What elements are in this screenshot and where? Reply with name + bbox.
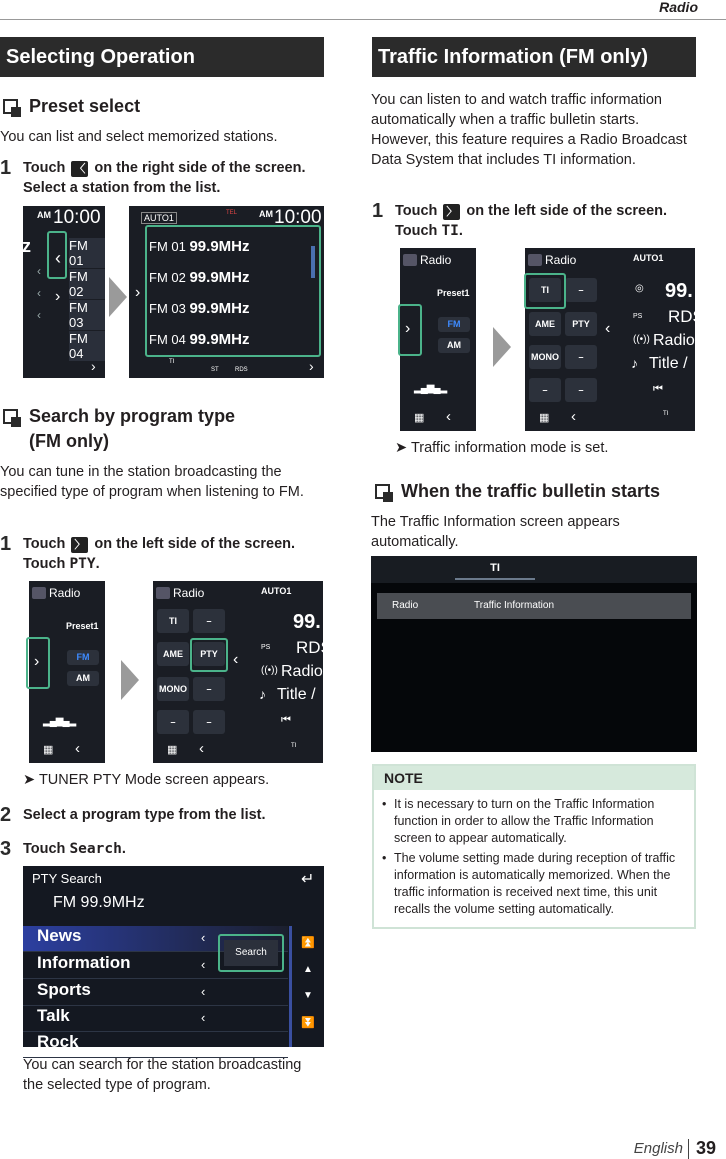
highlight-box <box>47 231 67 279</box>
blank-button[interactable]: – <box>565 345 597 369</box>
section-title-traffic: Traffic Information (FM only) <box>372 37 696 77</box>
step-number: 2 <box>0 804 12 826</box>
am-label: AM <box>259 209 273 219</box>
step-number: 1 <box>372 200 384 222</box>
step-number: 3 <box>0 838 12 860</box>
pty-button[interactable]: PTY <box>193 642 225 666</box>
rds-label: RDS <box>668 307 704 326</box>
radio-icon <box>403 254 417 266</box>
chevron-left-icon: ‹ <box>201 957 206 972</box>
pty-result <box>23 770 269 790</box>
frequency-display: 99. <box>665 280 693 302</box>
screen-title: Radio <box>173 586 205 600</box>
frequency-display: FM 99.9MHz <box>53 894 145 911</box>
traffic-screen-right <box>525 248 704 431</box>
page-bottom-icon[interactable]: ⏬ <box>301 1017 315 1029</box>
preset-screen-left <box>23 206 105 378</box>
result-arrow-icon: ➤ <box>395 440 408 456</box>
preset-freq: 99.9MHz <box>189 269 250 286</box>
pty-heading-line2: (FM only) <box>29 431 109 451</box>
blank-button[interactable]: – <box>193 609 225 633</box>
equalizer-icon: ▂▄▆▄▂ <box>43 716 76 727</box>
st-label: ST <box>211 367 219 373</box>
ti-button[interactable]: TI <box>529 278 561 302</box>
music-note-icon: ♪ <box>259 686 266 702</box>
preset-heading <box>3 96 140 117</box>
traffic-info-screen <box>371 556 697 752</box>
pty-label: Rock <box>37 1032 79 1051</box>
am-button[interactable]: AM <box>438 338 470 353</box>
radio-icon <box>528 254 542 266</box>
traffic-info-label: Traffic Information <box>474 600 555 611</box>
page-up-icon[interactable]: ▲ <box>303 964 313 975</box>
chevron-left-icon: ‹ <box>201 930 206 945</box>
chevron-left-icon[interactable]: ‹ <box>37 308 41 322</box>
fm-button[interactable]: FM <box>438 317 470 332</box>
auto-badge: AUTO1 <box>633 253 664 263</box>
page-number: 39 <box>695 1138 716 1158</box>
bulletin-heading <box>375 481 660 502</box>
chevron-left-icon[interactable]: ‹ <box>233 651 239 668</box>
auto-badge: AUTO1 <box>261 586 292 596</box>
step-text: Touch <box>395 223 438 239</box>
preset-label: FM 01 <box>149 239 186 254</box>
note-title: NOTE <box>374 766 694 790</box>
pty-label: News <box>37 926 82 945</box>
grid-menu-icon[interactable]: ▦ <box>167 744 178 756</box>
music-note-icon: ♪ <box>631 355 638 371</box>
highlight-box <box>190 638 228 672</box>
blank-button[interactable]: – <box>529 378 561 402</box>
search-button[interactable]: Search <box>224 940 278 966</box>
pty-search-screen <box>23 866 324 1051</box>
screen-title: Radio <box>420 253 452 267</box>
pty-screen-right <box>153 581 332 763</box>
grid-menu-icon[interactable]: ▦ <box>43 744 54 756</box>
pty-label: Talk <box>37 1006 70 1025</box>
preset-row[interactable] <box>149 300 250 317</box>
chevron-left-icon[interactable]: ‹ <box>37 264 41 278</box>
chevron-right-icon: 〉 <box>443 204 460 220</box>
step-text: on the left side of the screen. <box>466 203 668 219</box>
ti-label: TI <box>169 359 175 365</box>
section-marker-icon <box>3 99 18 114</box>
pty-step3: 3 Touch Search. <box>0 838 126 860</box>
preset-item[interactable]: FM 01 <box>69 238 105 268</box>
arrow-icon <box>121 660 139 700</box>
preset-item[interactable]: FM 04 <box>69 331 105 361</box>
preset-label: FM 04 <box>149 332 186 347</box>
traffic-screen-left <box>400 248 476 431</box>
preset-row[interactable] <box>149 269 250 286</box>
pty-step2 <box>0 805 266 825</box>
chevron-left-icon[interactable]: ‹ <box>199 740 204 757</box>
result-arrow-icon: ➤ <box>23 772 36 788</box>
list-item[interactable] <box>23 980 288 1006</box>
pty-step1: 1 Touch 〉 on the left side of the screen. Touch PTY. <box>0 533 296 572</box>
chevron-right-icon[interactable]: › <box>405 320 411 337</box>
preset-label: Preset1 <box>66 621 99 631</box>
result-text: Traffic information mode is set. <box>410 440 609 456</box>
result-text: TUNER PTY Mode screen appears. <box>38 772 270 788</box>
preset-screen-right <box>129 206 324 378</box>
header-rule <box>0 19 726 20</box>
seek-icon: ◎ <box>635 283 644 294</box>
skip-back-icon[interactable]: ⏮ <box>653 383 663 395</box>
radio-text-label: Radio <box>281 663 323 680</box>
note-item: • The volume setting made during reception of traffic information is automatically memorized. When the traffic information is received next time, this unit recalls the volume setting automatically. <box>374 850 686 918</box>
chevron-left-icon[interactable]: ‹ <box>75 740 80 757</box>
pty-intro: You can tune in the station broadcasting the specified type of program when listening to FM. <box>0 464 304 500</box>
preset-intro: You can list and select memorized stations. <box>0 129 278 145</box>
step-number: 1 <box>0 157 12 179</box>
chevron-left-icon[interactable]: ‹ <box>55 248 61 268</box>
preset-label: Preset1 <box>437 288 470 298</box>
preset-row[interactable] <box>149 238 250 255</box>
preset-freq: 99.9MHz <box>189 238 250 255</box>
pty-heading <box>3 406 235 455</box>
bulletin-heading-text: When the traffic bulletin starts <box>401 481 661 501</box>
grid-menu-icon[interactable]: ▦ <box>414 412 425 424</box>
highlight-box <box>524 273 566 309</box>
arrow-icon <box>493 327 511 367</box>
pty-screen-left <box>29 581 105 763</box>
tel-label: TEL <box>226 210 238 216</box>
equalizer-icon: ▂▄▆▄▂ <box>414 383 447 394</box>
blank-button[interactable]: – <box>157 710 189 734</box>
pty-label: Information <box>37 953 131 972</box>
chevron-right-icon: 〉 <box>71 537 88 553</box>
fm-button[interactable]: FM <box>67 650 99 665</box>
step-text: on the right side of the screen. <box>94 160 306 176</box>
chevron-left-icon[interactable]: ‹ <box>37 286 41 300</box>
chevron-left-icon: 〈 <box>71 161 88 177</box>
pty-outro: You can search for the station broadcasting the selected type of program. <box>23 1057 302 1093</box>
bulletin-intro: The Traffic Information screen appears automatically. <box>371 514 620 550</box>
antenna-icon: ((•)) <box>261 665 278 676</box>
chevron-right-icon[interactable]: › <box>91 358 96 374</box>
preset-step1 <box>0 158 325 198</box>
footer-language: English <box>633 1140 683 1157</box>
note-item: • It is necessary to turn on the Traffic Information function in order to allow the Traffic Information screen to appear automatically. <box>374 796 686 847</box>
chevron-left-icon[interactable]: ‹ <box>446 408 451 425</box>
screen-title: PTY Search <box>32 871 102 886</box>
preset-item[interactable]: FM 02 <box>69 269 105 299</box>
ame-button[interactable]: AME <box>529 312 561 336</box>
preset-row[interactable] <box>149 331 250 348</box>
pty-heading-line1: Search by program type <box>29 406 236 426</box>
search-key: Search <box>69 841 122 857</box>
step-text: Select a station from the list. <box>23 180 221 196</box>
preset-label: FM 03 <box>149 301 186 316</box>
pty-label: Sports <box>37 980 91 999</box>
ti-tab[interactable]: TI <box>455 556 535 580</box>
antenna-icon: ((•)) <box>633 334 650 345</box>
arrow-icon <box>109 277 127 317</box>
traffic-row[interactable] <box>377 593 691 619</box>
clock: 10:00 <box>53 207 101 228</box>
rds-label: RDS <box>296 638 332 657</box>
blank-button[interactable]: – <box>565 278 597 302</box>
traffic-step1: 1 Touch 〉 on the left side of the screen. Touch TI. <box>372 200 668 239</box>
mono-button[interactable]: MONO <box>529 345 561 369</box>
title-label: Title / <box>277 686 316 703</box>
blank-button[interactable]: – <box>565 378 597 402</box>
list-item[interactable] <box>23 1006 288 1032</box>
radio-icon <box>156 587 170 599</box>
footer <box>634 1138 716 1159</box>
preset-item[interactable]: FM 03 <box>69 300 105 330</box>
section-marker-icon <box>3 409 18 424</box>
section-marker-icon <box>375 484 390 499</box>
step-text: Touch <box>23 160 66 176</box>
scrollbar[interactable] <box>289 926 292 1047</box>
am-label: AM <box>37 210 51 220</box>
partial-text: z <box>22 236 31 256</box>
step-text: Select a program type from the list. <box>23 807 266 823</box>
chevron-left-icon: ‹ <box>201 984 206 999</box>
step-text: Touch <box>395 203 438 219</box>
title-label: Title / <box>649 355 688 372</box>
chevron-right-icon[interactable]: › <box>55 288 61 305</box>
rds-label: RDS <box>235 367 248 373</box>
auto-badge: AUTO1 <box>141 212 177 224</box>
pty-button[interactable]: PTY <box>565 312 597 336</box>
step-number: 1 <box>0 533 12 555</box>
chevron-right-icon[interactable]: › <box>309 358 314 374</box>
step-text: Touch <box>23 536 66 552</box>
skip-back-icon[interactable]: ⏮ <box>281 714 291 726</box>
screen-title: Radio <box>49 586 81 600</box>
frequency-display: 99. <box>293 611 321 633</box>
chevron-left-icon: ‹ <box>201 1010 206 1025</box>
step-text: Touch <box>23 841 66 857</box>
clock: 10:00 <box>274 207 322 228</box>
ti-indicator: TI <box>663 411 669 417</box>
preset-freq: 99.9MHz <box>189 331 250 348</box>
ame-button[interactable]: AME <box>157 642 189 666</box>
radio-text-label: Radio <box>653 332 695 349</box>
note-box <box>372 764 696 929</box>
chevron-right-icon[interactable]: › <box>34 653 40 670</box>
ti-indicator: TI <box>291 743 297 749</box>
ti-button[interactable]: TI <box>157 609 189 633</box>
chevron-left-icon[interactable]: ‹ <box>605 320 611 337</box>
scrollbar[interactable] <box>311 246 315 278</box>
mono-button[interactable]: MONO <box>157 677 189 701</box>
section-title-selecting: Selecting Operation <box>0 37 324 77</box>
radio-icon <box>32 587 46 599</box>
screen-title: Radio <box>545 253 577 267</box>
preset-freq: 99.9MHz <box>189 300 250 317</box>
page-down-icon[interactable]: ▼ <box>303 990 313 1001</box>
traffic-intro: You can listen to and watch traffic information automatically when a traffic bulletin starts. However, this feature requires a Radio Broadcast Data System that includes TI information. <box>371 92 687 168</box>
pty-key: PTY <box>69 556 96 572</box>
preset-heading-text: Preset select <box>29 96 141 116</box>
blank-button[interactable]: – <box>193 710 225 734</box>
preset-label: FM 02 <box>149 270 186 285</box>
blank-button[interactable]: – <box>193 677 225 701</box>
grid-menu-icon[interactable]: ▦ <box>539 412 550 424</box>
running-header: Radio <box>659 0 698 15</box>
chevron-right-icon[interactable]: › <box>135 284 141 301</box>
chevron-left-icon[interactable]: ‹ <box>571 408 576 425</box>
step-text: Touch <box>23 556 66 572</box>
step-text: on the left side of the screen. <box>94 536 296 552</box>
radio-label: Radio <box>392 600 419 611</box>
traffic-result <box>395 438 608 458</box>
ps-label: PS <box>261 644 271 651</box>
ti-key: TI <box>441 223 459 239</box>
am-button[interactable]: AM <box>67 671 99 686</box>
footer-divider <box>688 1139 689 1159</box>
page-top-icon[interactable]: ⏫ <box>301 937 315 949</box>
back-icon[interactable]: ↵ <box>301 871 315 888</box>
ps-label: PS <box>633 313 643 320</box>
